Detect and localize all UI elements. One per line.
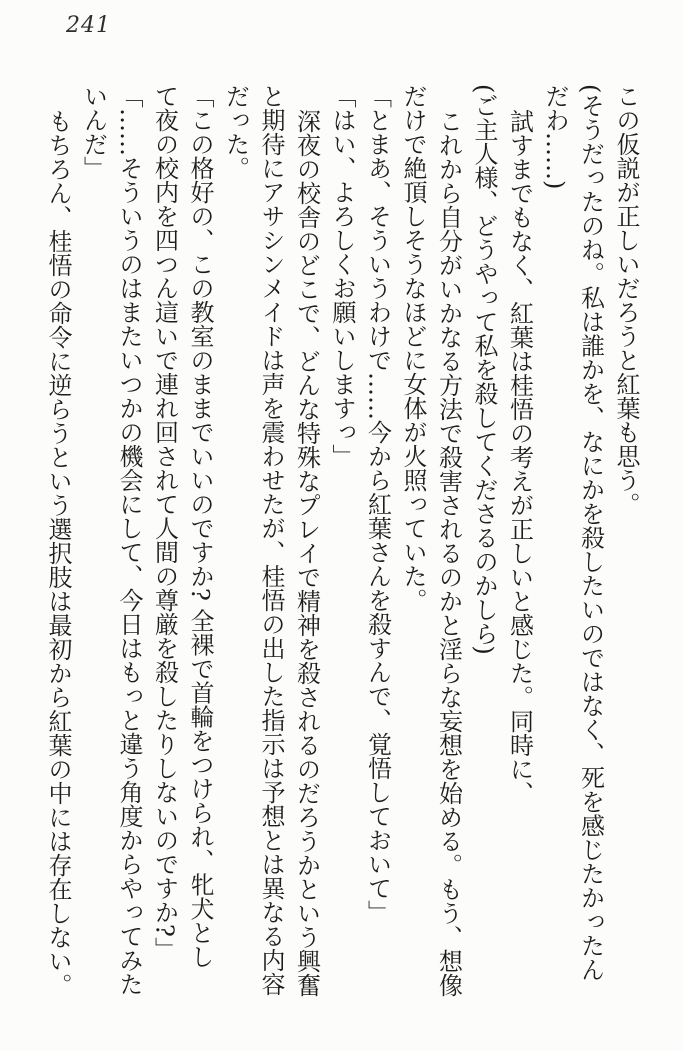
text-column-14: て夜の校内を四つん這いで連れ回されて人間の尊厳を殺したりしないのですか?」 [150, 84, 179, 961]
text-column-11: と期待にアサシンメイドは声を震わせたが、桂悟の出した指示は予想とは異なる内容 [257, 84, 285, 996]
text-block [40, 84, 644, 998]
text-column-4: 試すまでもなく、紅葉は桂悟の考えが正しいと感じた。同時に、 [505, 109, 534, 805]
text-column-6: これから自分がいかなる方法で殺害されるのかと淫らな妄想を始める。もう、想像 [434, 109, 463, 997]
text-column-5: (ご主人様、どうやって私を殺してくださるのかしら) [470, 84, 498, 655]
text-column-8: 「とまあ、そういうわけで……今から紅葉さんを殺すんで、覚悟しておいて」 [363, 84, 392, 924]
text-column-10: 深夜の校舎のどこで、どんな特殊なプレイで精神を殺されるのだろうかという興奮 [292, 109, 321, 997]
text-column-2: (そうだったのね。私は誰かを、なにかを殺したいのではなく、死を感じたかったん [576, 84, 605, 982]
text-column-3: だわ……) [541, 84, 569, 190]
text-column-16: いんだ」 [79, 84, 108, 180]
text-column-13: 「この格好の、この教室のままでいいのですか? 全裸で首輪をつけられ、牝犬とし [186, 84, 214, 969]
text-column-17: もちろん、桂悟の命令に逆らうという選択肢は最初から紅葉の中には存在しない。 [44, 109, 72, 997]
text-column-7: だけで絶頂しそうなほどに女体が火照っていた。 [399, 84, 427, 612]
text-column-9: 「はい、よろしくお願いしますっ」 [328, 84, 356, 468]
text-column-12: だった。 [221, 84, 250, 180]
text-column-1: この仮説が正しいだろうと紅葉も思う。 [612, 84, 640, 516]
page-number: 241 [66, 13, 111, 38]
text-column-15: 「……そういうのはまたいつかの機会にして、今日はもっと違う角度からやってみた [115, 84, 143, 996]
